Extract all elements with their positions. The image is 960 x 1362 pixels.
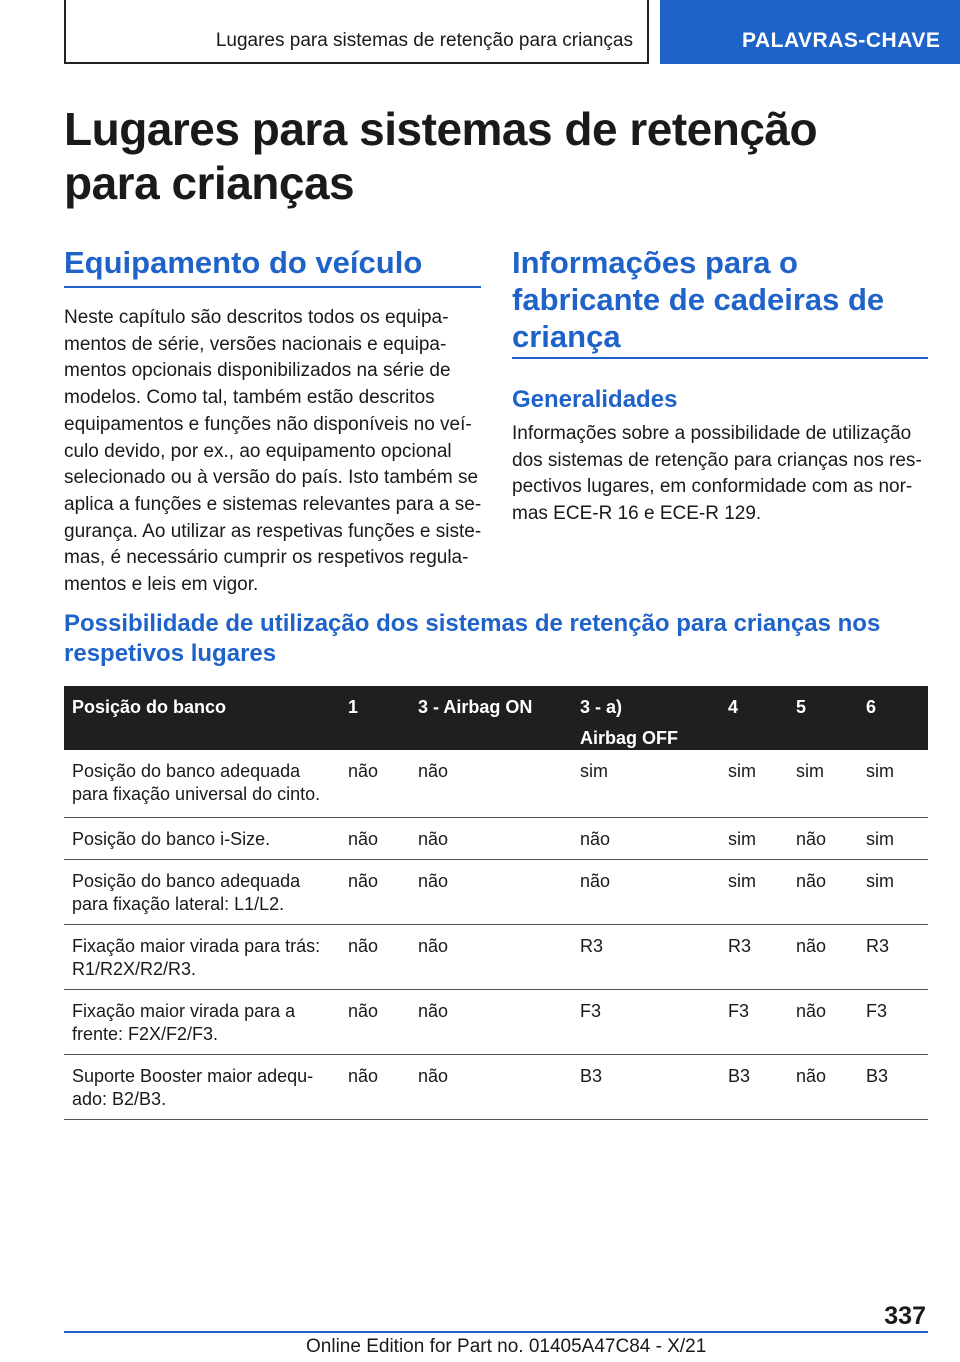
table-cell: não <box>572 817 720 859</box>
table-cell: não <box>340 750 410 817</box>
table-cell: Fixação maior virada para a frente: F2X/F2/F3. <box>64 989 340 1054</box>
table-cell: não <box>788 1054 858 1119</box>
table-row <box>64 859 928 924</box>
table-cell: sim <box>788 750 858 817</box>
table-cell: sim <box>858 859 928 924</box>
table-cell: não <box>788 859 858 924</box>
table-cell: Posição do banco i-Size. <box>64 817 340 859</box>
heading-manufacturer-info: Informações para o fabricante de cadeiras de criança <box>512 245 885 354</box>
table-row <box>64 750 928 817</box>
table-header-row <box>64 686 928 750</box>
divider-right <box>512 357 928 359</box>
table-cell: não <box>410 924 572 989</box>
table-cell: sim <box>720 817 788 859</box>
paragraph-general: Informações sobre a possibilidade de utilização dos sistemas de retenção para crianças nos respectivos lugares, em conformidade com as normas ECE-R 16 e ECE-R 129. <box>512 423 922 525</box>
table-cell: não <box>410 817 572 859</box>
table-cell: não <box>410 859 572 924</box>
table-cell: não <box>410 989 572 1054</box>
header-keywords-label[interactable]: PALAVRAS-CHAVE <box>742 29 941 52</box>
paragraph-vehicle-equipment: Neste capítulo são descritos todos os equipamentos de série, versões nacionais e equipamentos opcionais disponibilizados na série de modelos. Como tal, também estão descritos equipamentos e funções não disponíveis no veículo devido, por ex., ao equipamento opcional selecionado ou à versão do país. Isto também se aplica a funções e sistemas relevantes para a segurança. Ao utilizar as respetivas funções e sistemas, é necessário cumprir os respetivos regulamentos e leis em vigor. <box>64 307 482 596</box>
header-section-title: Lugares para sistemas de retenção para crianças <box>215 30 633 51</box>
table-cell: sim <box>858 817 928 859</box>
table-cell: R3 <box>572 924 720 989</box>
col-header-3-airbag-on: 3 - Airbag ON <box>410 686 572 750</box>
table-cell: R3 <box>858 924 928 989</box>
col-header-1: 1 <box>340 686 410 750</box>
table-row <box>64 989 928 1054</box>
table-cell: não <box>340 924 410 989</box>
table-cell: Posição do banco adequada para fixação lateral: L1/L2. <box>64 859 340 924</box>
table-row <box>64 924 928 989</box>
seat-positions-table <box>64 686 928 1120</box>
col-header-5: 5 <box>788 686 858 750</box>
page-title: Lugares para sistemas de retenção para crianças <box>64 103 818 209</box>
table-cell: B3 <box>858 1054 928 1119</box>
heading-vehicle-equipment: Equipamento do veículo <box>64 245 423 280</box>
table-cell: F3 <box>720 989 788 1054</box>
subheading-general: Generalidades <box>512 386 678 413</box>
header-section-tab <box>64 0 649 64</box>
table-cell: Fixação maior virada para trás: R1/R2X/R2/R3. <box>64 924 340 989</box>
table-cell: R3 <box>720 924 788 989</box>
table-cell: sim <box>572 750 720 817</box>
table-cell: Suporte Booster maior adequado: B2/B3. <box>64 1054 340 1119</box>
table-cell: B3 <box>720 1054 788 1119</box>
heading-table-section: Possibilidade de utilização dos sistemas de retenção para crianças nos respetivos lugares <box>64 610 881 667</box>
header-keywords-tab[interactable] <box>660 0 960 64</box>
page-number: 337 <box>884 1302 926 1330</box>
col-header-position: Posição do banco <box>64 686 340 750</box>
divider-left <box>64 286 481 288</box>
col-header-3-a: 3 - a) <box>580 697 623 717</box>
table-cell: F3 <box>572 989 720 1054</box>
col-header-3-airbag-off <box>572 686 720 750</box>
table-cell: sim <box>720 750 788 817</box>
table-cell: sim <box>858 750 928 817</box>
table-cell: Posição do banco adequada para fixação universal do cinto. <box>64 750 340 817</box>
table-row <box>64 817 928 859</box>
table-cell: não <box>340 817 410 859</box>
col-header-4: 4 <box>720 686 788 750</box>
table-cell: F3 <box>858 989 928 1054</box>
table-row <box>64 1054 928 1119</box>
col-header-airbag-off: Airbag OFF <box>580 728 678 748</box>
table-cell: não <box>410 1054 572 1119</box>
table-cell: não <box>572 859 720 924</box>
table-cell: não <box>788 817 858 859</box>
col-header-6: 6 <box>858 686 928 750</box>
footer-edition: Online Edition for Part no. 01405A47C84 - X/21 <box>306 1336 707 1357</box>
footer-divider <box>64 1331 928 1333</box>
table-cell: sim <box>720 859 788 924</box>
table-cell: não <box>340 989 410 1054</box>
table-cell: não <box>410 750 572 817</box>
table-cell: B3 <box>572 1054 720 1119</box>
table-cell: não <box>788 924 858 989</box>
table-cell: não <box>340 859 410 924</box>
table-cell: não <box>788 989 858 1054</box>
table-cell: não <box>340 1054 410 1119</box>
